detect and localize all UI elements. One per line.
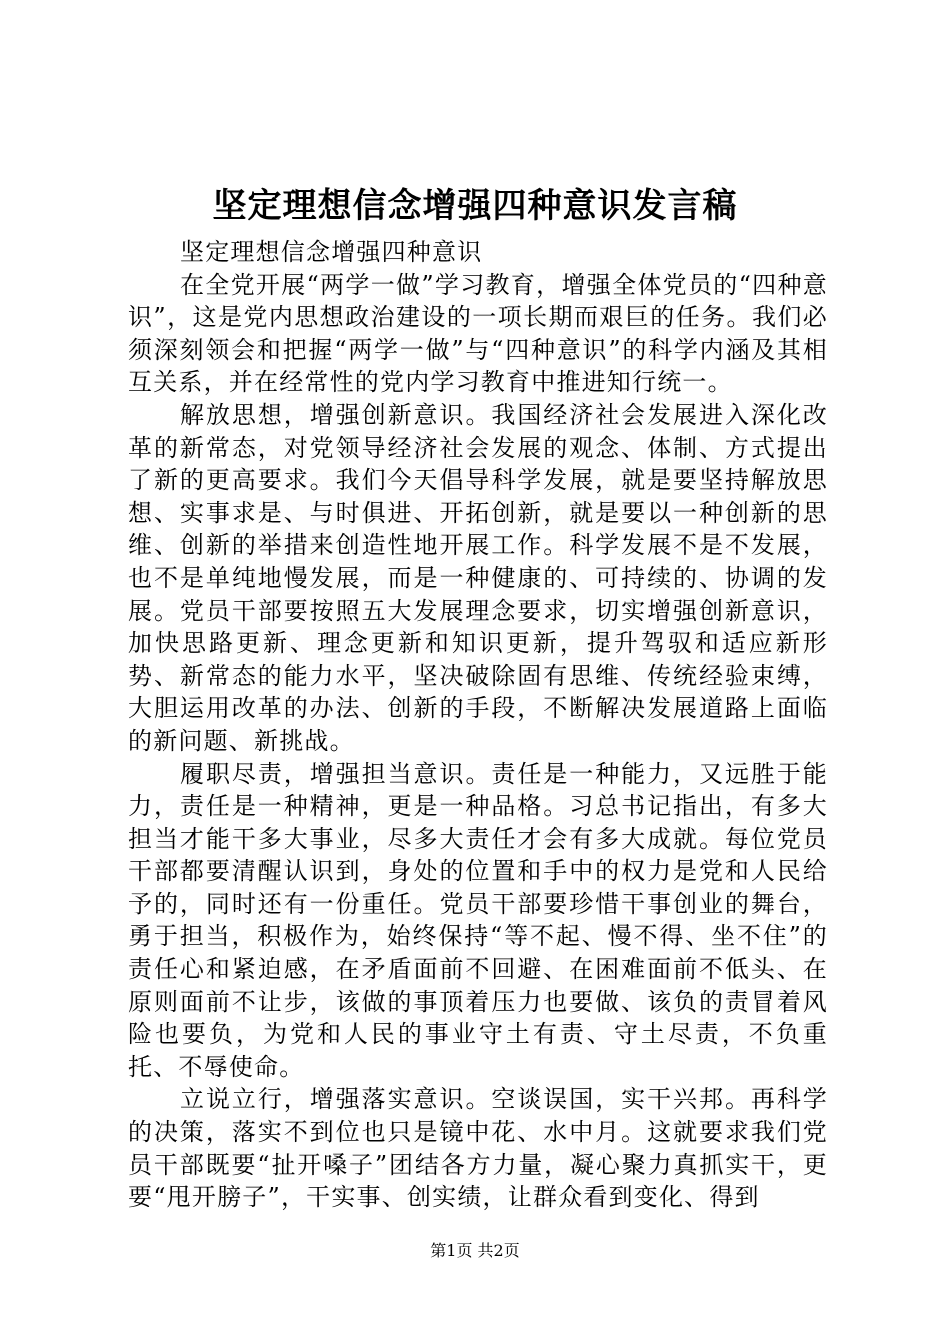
paragraph-responsibility: 履职尽责，增强担当意识。责任是一种能力，又远胜于能力，责任是一种精神，更是一种品格。习总书记指出，有多大担当才能干多大事业，尽多大责任才会有多大成就。每位党员干部都要清醒认识到，身处的位置和手中的权力是党和人民给予的，同时还有一份重任。党员干部要珍惜干事创业的舞台，勇于担当，积极作为，始终保持“等不起、慢不得、坐不住”的责任心和紧迫感，在矛盾面前不回避、在困难面前不低头、在原则面前不让步，该做的事顶着压力也要做、该负的责冒着风险也要负，为党和人民的事业守土有责、守土尽责，不负重托、不辱使命。 <box>128 759 828 1081</box>
page-number-footer: 第1页 共2页 <box>430 1241 520 1260</box>
paragraph-intro: 在全党开展“两学一做”学习教育，增强全体党员的“四种意识”，这是党内思想政治建设的一项长期而艰巨的任务。我们必须深刻领会和把握“两学一做”与“四种意识”的科学内涵及其相互关系，并在经常性的党内学习教育中推进知行统一。 <box>128 270 828 397</box>
paragraph-innovation: 解放思想，增强创新意识。我国经济社会发展进入深化改革的新常态，对党领导经济社会发展的观念、体制、方式提出了新的更高要求。我们今天倡导科学发展，就是要坚持解放思想、实事求是、与时俱进、开拓创新，就是要以一种创新的思维、创新的举措来创造性地开展工作。科学发展不是不发展，也不是单纯地慢发展，而是一种健康的、可持续的、协调的发展。党员干部要按照五大发展理念要求，切实增强创新意识，加快思路更新、理念更新和知识更新，提升驾驭和适应新形势、新常态的能力水平，坚决破除固有思维、传统经验束缚，大胆运用改革的办法、创新的手段，不断解决发展道路上面临的新问题、新挑战。 <box>128 400 828 755</box>
paragraph-subtitle: 坚定理想信念增强四种意识 <box>180 238 483 266</box>
paragraph-implementation: 立说立行，增强落实意识。空谈误国，实干兴邦。再科学的决策，落实不到位也只是镜中花、水中月。这就要求我们党员干部既要“扯开嗓子”团结各方力量，凝心聚力真抓实干，更要“甩开膀子”，干实事、创实绩，让群众看到变化、得到 <box>128 1085 828 1212</box>
document-title: 坚定理想信念增强四种意识发言稿 <box>212 186 738 226</box>
document-body <box>128 236 828 1214</box>
